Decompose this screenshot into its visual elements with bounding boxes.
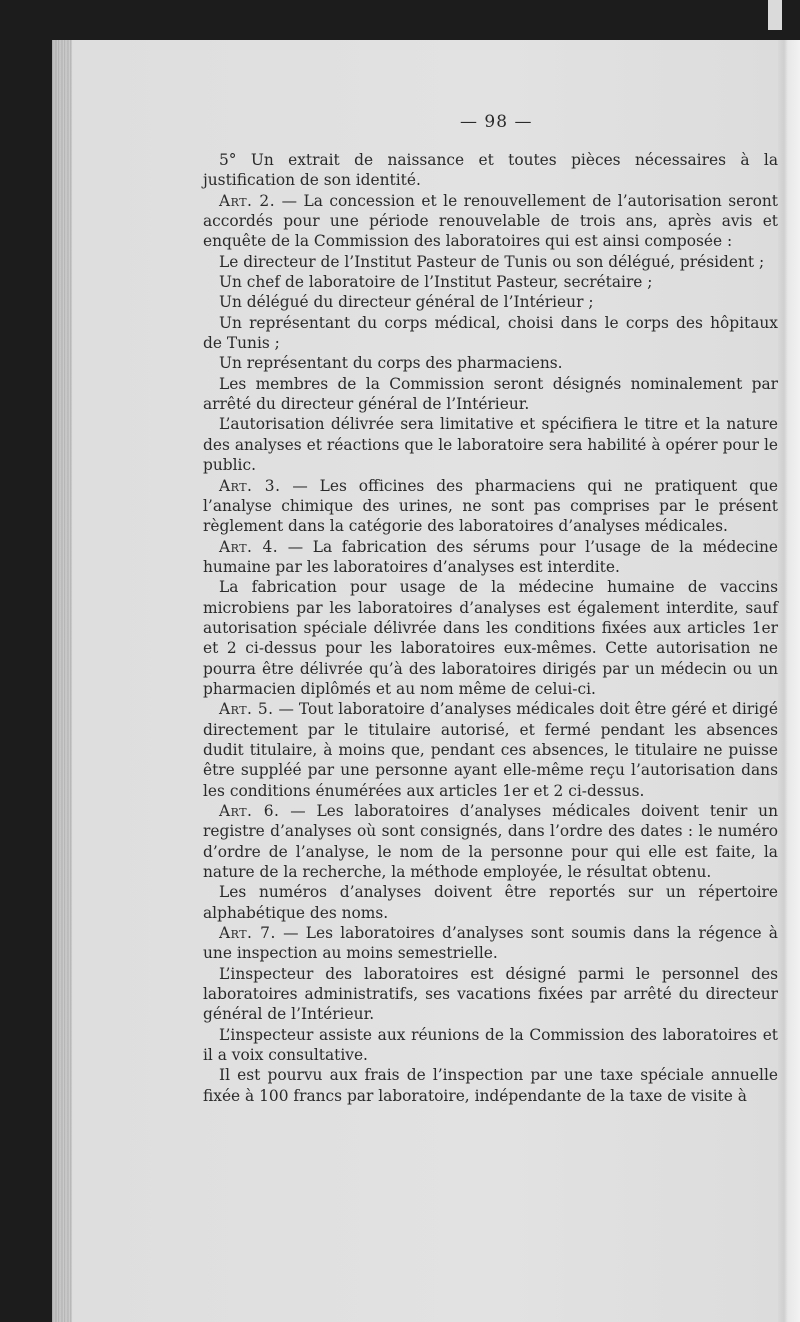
paragraph-text: — La fabrication des sérums pour l’usage de la médecine humaine par les laboratoires d’analyses est interdite.: [203, 537, 778, 576]
paragraph-text: — Tout laboratoire d’analyses médicales doit être géré et dirigé directement par le titulaire autorisé, et fermé pendant les absences dudit titulaire, à moins que, pendant ces absences, le titulaire ne puisse être suppléé par une personne ayant elle-même reçu l’autorisation dans les conditions énumérées aux articles 1er et 2 ci-dessus.: [203, 700, 778, 800]
paragraph-text: Un chef de laboratoire de l’Institut Pasteur, secrétaire ;: [219, 273, 653, 292]
article-label: Art. 3.: [219, 476, 281, 495]
paragraph: [203, 353, 778, 373]
paragraph-text: Les membres de la Commission seront désignés nominalement par arrêté du directeur général de l’Intérieur.: [203, 374, 778, 414]
paragraph-text: Un représentant du corps médical, choisi dans le corps des hôpitaux de Tunis ;: [203, 313, 778, 353]
paragraph: [203, 577, 778, 699]
article-label: Art. 7.: [219, 924, 276, 943]
paragraph-text: — La concession et le renouvellement de l’autorisation seront accordés pour une période renouvelable de trois ans, après avis et enquête de la Commission des laboratoires qui est ainsi composée :: [203, 191, 778, 251]
paragraph-text: — Les officines des pharmaciens qui ne pratiquent que l’analyse chimique des urines, ne sont pas comprises par le présent règlement dans la catégorie des laboratoires d’analyses médicales.: [203, 476, 778, 536]
body-text: [203, 150, 778, 1106]
paragraph-text: Un délégué du directeur général de l’Intérieur ;: [219, 293, 594, 312]
page-right-edge: [778, 40, 800, 1322]
paragraph: [203, 252, 778, 272]
paragraph-text: — Les laboratoires d’analyses médicales doivent tenir un registre d’analyses où sont consignés, dans l’ordre des dates : le numéro d’ordre de l’analyse, le nom de la personne pour qui elle est faite, la nature de la recherche, la méthode employée, le résultat obtenu.: [203, 802, 778, 882]
paragraph: [203, 699, 778, 801]
paragraph: [203, 1025, 778, 1066]
paragraph: [203, 882, 778, 923]
paragraph: [203, 292, 778, 312]
paragraph-text: 5° Un extrait de naissance et toutes pièces nécessaires à la justification de son identité.: [203, 151, 778, 190]
paragraph-text: L’autorisation délivrée sera limitative et spécifiera le titre et la nature des analyses et réactions que le laboratoire sera habilité à opérer pour le public.: [203, 415, 778, 475]
paragraph-text: L’inspecteur assiste aux réunions de la Commission des laboratoires et il a voix consultative.: [203, 1025, 778, 1065]
paragraph: [203, 476, 778, 537]
paragraph: [203, 964, 778, 1025]
paragraph-text: L’inspecteur des laboratoires est désigné parmi le personnel des laboratoires administratifs, ses vacations fixées par arrêté du directeur général de l’Intérieur.: [203, 964, 778, 1024]
paragraph: [203, 414, 778, 475]
article-label: Art. 5.: [219, 700, 274, 719]
paragraph-text: Le directeur de l’Institut Pasteur de Tunis ou son délégué, président ;: [219, 252, 765, 271]
paragraph: [203, 272, 778, 292]
paragraph: [203, 150, 778, 191]
article-label: Art. 2.: [219, 191, 276, 210]
paragraph-text: Un représentant du corps des pharmaciens.: [219, 354, 563, 373]
article-label: Art. 4.: [219, 537, 279, 556]
paragraph: [203, 1065, 778, 1106]
page-number: — 98 —: [460, 112, 533, 132]
paragraph-text: Il est pourvu aux frais de l’inspection par une taxe spéciale annuelle fixée à 100 francs par laboratoire, indépendante de la taxe de visite à: [203, 1066, 778, 1105]
paragraph: [203, 191, 778, 252]
paragraph: [203, 313, 778, 354]
paragraph: [203, 923, 778, 964]
article-label: Art. 6.: [219, 802, 280, 820]
paragraph-text: Les numéros d’analyses doivent être reportés sur un répertoire alphabétique des noms.: [203, 883, 778, 922]
page-binding-gutter: [52, 40, 72, 1322]
next-page-edge: [768, 0, 782, 30]
paragraph-text: La fabrication pour usage de la médecine humaine de vaccins microbiens par les laboratoires d’analyses est également interdite, sauf autorisation spéciale délivrée dans les conditions fixées aux articles 1er et 2 ci-dessus pour les laboratoires eux-mêmes. Cette autorisation ne pourra être délivrée qu’à des laboratoires dirigés par un médecin ou un pharmacien diplômés et au nom même de celui-ci.: [203, 578, 778, 698]
paragraph-text: — Les laboratoires d’analyses sont soumis dans la régence à une inspection au moins semestrielle.: [203, 924, 778, 963]
paragraph: [203, 537, 778, 578]
paragraph: [203, 374, 778, 415]
paragraph: [203, 801, 778, 882]
